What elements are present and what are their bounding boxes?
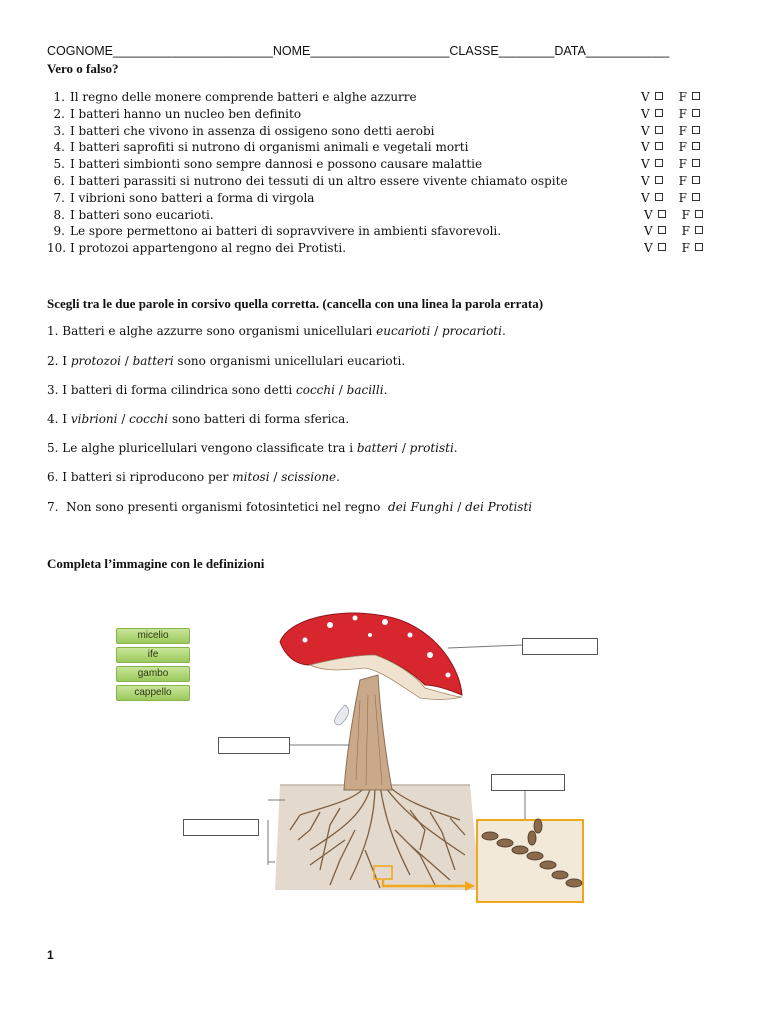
item-text: Le spore permettono ai batteri di sopravvivere in ambienti sfavorevoli. [70,224,502,239]
true-label: V [641,190,650,205]
false-checkbox[interactable] [692,176,700,184]
choose-text: / [120,354,133,368]
choose-text: 7. Non sono presenti organismi fotosintetici nel regno [47,500,389,514]
item-number: 7. [53,190,65,205]
false-checkbox[interactable] [695,243,703,251]
true-option[interactable] [644,241,666,255]
choose-text: / [430,324,442,338]
true-false-title: Vero o falso? [47,61,119,76]
item-text: Il regno delle monere comprende batteri e alghe azzurre [70,90,417,104]
true-checkbox[interactable] [658,226,666,234]
true-label: V [641,123,650,138]
true-false-checkboxes [641,90,700,104]
true-false-checkboxes [641,140,700,154]
true-option[interactable] [644,208,666,222]
false-checkbox[interactable] [692,92,700,100]
choose-text: sono batteri di forma sferica. [168,412,350,426]
diagram-title: Completa l’immagine con le definizioni [47,556,265,571]
false-label: F [681,207,690,222]
true-false-checkboxes [644,208,703,222]
choose-text: 3. I batteri di forma cilindrica sono detti [47,383,297,397]
true-checkbox[interactable] [655,142,663,150]
item-number: 5. [53,157,65,172]
choose-text: 2. I [47,354,71,368]
false-checkbox[interactable] [695,210,703,218]
true-checkbox[interactable] [655,176,663,184]
choose-item [47,470,340,484]
false-checkbox[interactable] [692,142,700,150]
choose-item [47,500,532,514]
answer-box-cap[interactable] [522,638,598,655]
true-checkbox[interactable] [655,92,663,100]
item-text: I batteri parassiti si nutrono dei tessuti di un altro essere vivente chiamato ospite [70,174,568,188]
choose-text: . [501,324,506,338]
false-option[interactable] [679,124,700,138]
choose-text: / [269,470,282,484]
word-option[interactable]: batteri [356,441,398,455]
false-label: F [678,140,687,155]
choose-text: . [336,470,340,484]
item-text: I vibrioni sono batteri a forma di virgola [70,190,315,205]
true-false-checkboxes [641,191,700,205]
student-info-line: COGNOME_______________________NOME____________________CLASSE________DATA____________ [47,44,670,58]
stem [344,675,392,790]
choose-text: / [334,383,347,397]
item-number: 9. [53,224,65,239]
word-option[interactable]: protisti [409,441,454,455]
word-option[interactable]: protozoi [70,354,121,368]
true-false-checkboxes [644,224,703,238]
word-option[interactable]: cocchi [296,383,335,397]
choose-text: 5. Le alghe pluricellulari vengono classificate tra i [47,441,357,455]
word-option[interactable]: batteri [132,354,174,368]
word-bank-chip[interactable]: micelio [116,628,190,644]
answer-box-hyphae[interactable] [491,774,565,791]
true-label: V [644,224,653,239]
choose-text: / [117,412,130,426]
true-false-checkboxes [641,124,700,138]
choose-item [47,354,405,368]
false-option[interactable] [679,157,700,171]
false-option[interactable] [679,191,700,205]
word-option[interactable]: procarioti [441,324,502,338]
item-number: 8. [53,207,65,222]
choose-text: sono organismi unicellulari eucarioti. [173,354,406,368]
word-option[interactable]: vibrioni [70,412,118,426]
false-label: F [681,241,690,256]
choose-text: 1. Batteri e alghe azzurre sono organismi unicellulari [47,324,377,338]
true-option[interactable] [641,90,663,104]
item-number: 1. [53,90,65,104]
true-checkbox[interactable] [658,243,666,251]
page-number: 1 [47,948,54,962]
item-number: 2. [53,106,65,121]
false-option[interactable] [682,224,703,238]
choose-text: / [398,441,410,455]
false-label: F [678,123,687,138]
item-text: I batteri simbionti sono sempre dannosi e possono causare malattie [70,157,483,172]
true-option[interactable] [641,124,663,138]
word-bank-chip[interactable]: cappello [116,685,190,701]
item-text: I batteri saprofiti si nutrono di organismi animali e vegetali morti [70,140,469,155]
false-checkbox[interactable] [692,193,700,201]
true-false-checkboxes [644,241,703,255]
true-option[interactable] [641,191,663,205]
false-option[interactable] [679,90,700,104]
choose-word-title: Scegli tra le due parole in corsivo quella corretta. (cancella con una linea la parola errata) [47,296,544,311]
false-label: F [678,174,687,188]
choose-item [47,441,458,455]
true-label: V [644,241,653,256]
word-option[interactable]: cocchi [129,412,169,426]
answer-box-mycelium[interactable] [183,819,259,836]
false-checkbox[interactable] [695,226,703,234]
true-checkbox[interactable] [655,193,663,201]
choose-text: . [383,383,388,397]
true-false-checkboxes [641,157,700,171]
true-option[interactable] [641,107,663,121]
choose-text: / [453,500,466,514]
false-label: F [678,190,687,205]
true-label: V [641,140,650,155]
answer-box-stem[interactable] [218,737,290,754]
false-option[interactable] [679,140,700,154]
choose-item [47,383,387,397]
item-text: I batteri hanno un nucleo ben definito [70,106,302,121]
false-option[interactable] [682,241,703,255]
false-checkbox[interactable] [692,159,700,167]
true-label: V [644,207,653,222]
word-option[interactable]: dei Funghi [388,500,454,514]
word-bank-chip[interactable]: gambo [116,666,190,682]
choose-text: 6. I batteri si riproducono per [47,470,233,484]
false-option[interactable] [679,107,700,121]
true-option[interactable] [644,224,666,238]
true-option[interactable] [641,157,663,171]
choose-item [47,324,506,338]
false-checkbox[interactable] [692,126,700,134]
choose-text: . [453,441,458,455]
word-option[interactable]: dei Protisti [465,500,533,514]
false-label: F [678,157,687,172]
word-bank-chip[interactable]: ife [116,647,190,663]
false-checkbox[interactable] [692,109,700,117]
item-number: 4. [53,140,65,155]
true-label: V [641,157,650,172]
false-label: F [681,224,690,239]
choose-text: 4. I [47,412,71,426]
item-text: I batteri sono eucarioti. [70,207,214,222]
choose-item [47,412,349,426]
soil-block [275,785,480,890]
item-number: 6. [53,174,65,188]
true-false-checkboxes [641,107,700,121]
true-checkbox[interactable] [655,126,663,134]
word-option[interactable]: mitosi [232,470,270,484]
true-option[interactable] [641,174,663,188]
item-number: 3. [53,123,65,138]
word-option[interactable]: bacilli [346,383,384,397]
item-number: 10. [47,241,67,256]
false-option[interactable] [682,208,703,222]
false-label: F [678,106,687,121]
word-option[interactable]: eucarioti [376,324,431,338]
true-option[interactable] [641,140,663,154]
true-label: V [641,106,650,121]
true-checkbox[interactable] [655,109,663,117]
false-option[interactable] [679,174,700,188]
word-option[interactable]: scissione [281,470,337,484]
false-label: F [678,90,687,104]
true-label: V [641,174,650,188]
true-false-checkboxes [641,174,700,188]
item-text: I protozoi appartengono al regno dei Protisti. [70,241,347,256]
item-text: I batteri che vivono in assenza di ossigeno sono detti aerobi [70,123,435,138]
true-checkbox[interactable] [655,159,663,167]
true-label: V [641,90,650,104]
true-checkbox[interactable] [658,210,666,218]
